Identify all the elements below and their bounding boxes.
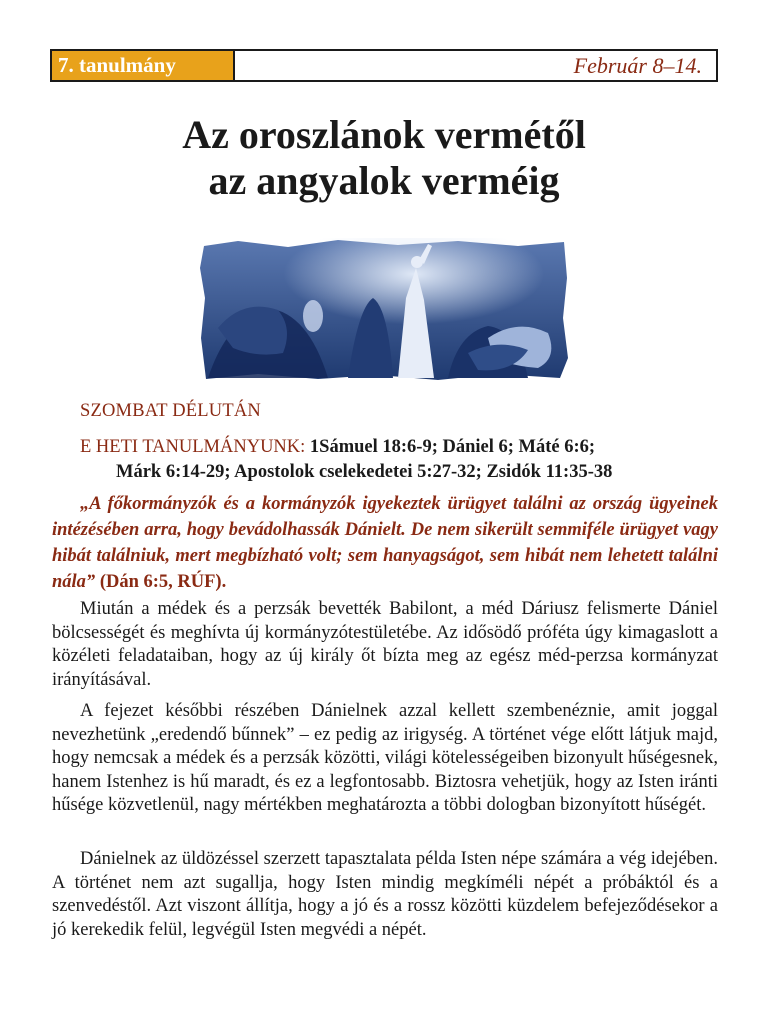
section-label: SZOMBAT DÉLUTÁN [80,401,261,421]
memory-verse-text: „A főkormányzók és a kormányzók igyekeztek ürügyet találni az ország ügyeinek intézésében arra, hogy bevádolhassák Dánielt. De nem sikerült semmiféle ürügyet vagy hibát találniuk, mert megbízható volt; sem hanyagságot, sem hibát nem lehetett találni nála” [52,494,718,592]
memory-verse-reference: (Dán 6:5, RÚF). [99,572,227,592]
study-label: E HETI TANULMÁNYUNK: [80,437,306,457]
daniel-lions-den-illustration [198,238,570,382]
study-references [80,435,720,485]
title-line-2: az angyalok verméig [208,158,560,203]
paragraph-1: Miután a médek és a perzsák bevették Babilont, a méd Dáriusz felismerte Dániel bölcsességét és meghívta új kormányzótestületébe. Az idősödő próféta úgy kimagaslott a közéleti feladataiban, hogy az új király őt bízta meg az egész méd-perzsa kormányzat irányításával. [52,599,718,690]
title-line-1: Az oroszlánok vermétől [182,112,586,157]
study-refs-line-2: Márk 6:14-29; Apostolok cselekedetei 5:27-32; Zsidók 11:35-38 [116,462,613,482]
lesson-number: 7. tanulmány [52,51,235,80]
page-title [0,112,768,204]
memory-verse [52,491,718,595]
paragraph-2: A fejezet későbbi részében Dánielnek azzal kellett szembenéznie, amit joggal nevezhetünk „eredendő bűnnek” – ez pedig az irigység. A történet vége előtt látjuk majd, hogy nemcsak a médek és a perzsák közötti, világi kötelességeiben bizonyult hűségesnek, hanem Istenhez is hű maradt, és ez a legfontosabb. Biztosra vehetjük, hogy az Isten iránti hűsége közvetlenül, nagy mértékben meghatározta a többi dologban bizonyított hűségét. [52,701,718,815]
lesson-dates: Február 8–14. [573,53,702,78]
study-refs-line-1: 1Sámuel 18:6-9; Dániel 6; Máté 6:6; [309,437,596,457]
paragraph-3: Dánielnek az üldözéssel szerzett tapasztalata példa Isten népe számára a vég idejében. A történet nem azt sugallja, hogy Isten mindig megkíméli népét a próbáktól és a szenvedéstől. Azt viszont állítja, hogy a jó és a rossz közötti küzdelem befejeződésekor a jó kerekedik felül, legvégül Isten megvédi a népét. [52,849,718,940]
illustration-svg [198,238,570,382]
lesson-header [50,49,718,82]
